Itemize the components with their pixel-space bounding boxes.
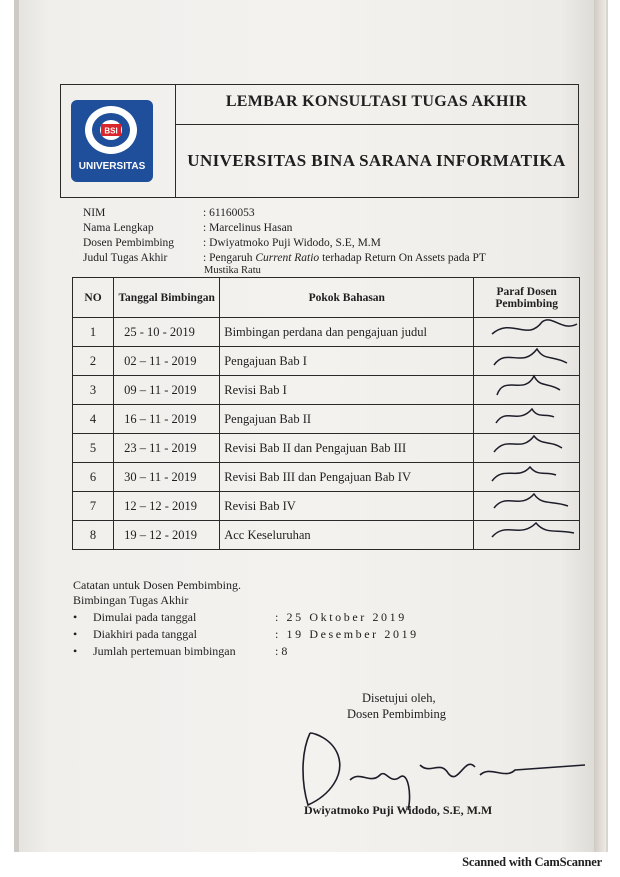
table-row — [73, 521, 580, 550]
paper-edge — [594, 0, 606, 852]
row-tanggal: 12 – 12 - 2019 — [114, 492, 220, 521]
row-pokok: Pengajuan Bab I — [220, 347, 474, 376]
document-title: LEMBAR KONSULTASI TUGAS AKHIR — [225, 93, 528, 110]
bullet-icon: • — [73, 644, 78, 658]
bullet-icon: • — [73, 627, 78, 641]
logo-wordmark: UNIVERSITAS — [78, 161, 146, 172]
info-label: Dosen Pembimbing — [83, 237, 175, 249]
row-pokok: Revisi Bab IV — [220, 492, 474, 521]
col-header-tanggal: Tanggal Bimbingan — [114, 278, 220, 318]
row-tanggal: 09 – 11 - 2019 — [114, 376, 220, 405]
bullet-label: Diakhiri pada tanggal — [93, 627, 197, 641]
bullet-dimulai — [73, 610, 407, 625]
info-value: : Dwiyatmoko Puji Widodo, S.E, M.M — [203, 237, 381, 249]
row-tanggal: 16 – 11 - 2019 — [114, 405, 220, 434]
scanner-watermark: Scanned with CamScanner — [462, 855, 602, 869]
header-divider-horizontal — [175, 124, 578, 125]
row-tanggal: 02 – 11 - 2019 — [114, 347, 220, 376]
row-no: 7 — [73, 492, 114, 521]
row-no: 5 — [73, 434, 114, 463]
info-label: Nama Lengkap — [83, 222, 154, 234]
info-value: : 61160053 — [203, 207, 255, 219]
col-header-no: NO — [73, 278, 114, 318]
logo-emblem-icon — [82, 104, 140, 156]
row-pokok: Bimbingan perdana dan pengajuan judul — [220, 318, 474, 347]
approval-role: Dosen Pembimbing — [347, 707, 446, 721]
row-pokok: Revisi Bab III dan Pengajuan Bab IV — [220, 463, 474, 492]
approver-name: Dwiyatmoko Puji Widodo, S.E, M.M — [304, 803, 493, 817]
row-tanggal: 19 – 12 - 2019 — [114, 521, 220, 550]
row-no: 3 — [73, 376, 114, 405]
approval-line: Disetujui oleh, — [362, 691, 436, 705]
row-no: 8 — [73, 521, 114, 550]
bullet-diakhiri — [73, 627, 419, 642]
bullet-icon: • — [73, 610, 78, 624]
info-label: Judul Tugas Akhir — [83, 252, 168, 264]
svg-text:BSI: BSI — [104, 126, 118, 136]
notes-title: Catatan untuk Dosen Pembimbing. — [73, 578, 241, 592]
col-header-paraf: Paraf Dosen Pembimbing — [474, 278, 580, 318]
consultation-table — [72, 277, 580, 550]
row-no: 2 — [73, 347, 114, 376]
info-value: : Marcelinus Hasan — [203, 222, 293, 234]
university-logo — [71, 100, 153, 182]
bullet-jumlah — [73, 644, 288, 659]
bullet-value: : 19 Desember 2019 — [275, 627, 419, 641]
row-paraf — [474, 521, 580, 550]
row-pokok: Acc Keseluruhan — [220, 521, 474, 550]
bullet-label: Dimulai pada tanggal — [93, 610, 197, 624]
bullet-label: Jumlah pertemuan bimbingan — [93, 644, 236, 658]
info-value: : Pengaruh Current Ratio terhadap Return On Assets pada PT — [203, 252, 486, 264]
row-pokok: Revisi Bab II dan Pengajuan Bab III — [220, 434, 474, 463]
row-no: 1 — [73, 318, 114, 347]
bullet-value: : 8 — [275, 644, 288, 658]
row-no: 6 — [73, 463, 114, 492]
row-tanggal: 23 – 11 - 2019 — [114, 434, 220, 463]
col-header-pokok: Pokok Bahasan — [220, 278, 474, 318]
row-pokok: Revisi Bab I — [220, 376, 474, 405]
bullet-value: : 25 Oktober 2019 — [275, 610, 407, 624]
row-no: 4 — [73, 405, 114, 434]
row-pokok: Pengajuan Bab II — [220, 405, 474, 434]
row-tanggal: 30 – 11 - 2019 — [114, 463, 220, 492]
header-box — [60, 84, 579, 198]
university-name: UNIVERSITAS BINA SARANA INFORMATIKA — [187, 151, 566, 170]
info-label: NIM — [83, 207, 106, 219]
notes-subtitle: Bimbingan Tugas Akhir — [73, 593, 189, 607]
paraf-signature — [482, 515, 582, 549]
scan-border — [14, 0, 19, 852]
row-tanggal: 25 - 10 - 2019 — [114, 318, 220, 347]
judul-continuation: Mustika Ratu — [204, 265, 261, 276]
